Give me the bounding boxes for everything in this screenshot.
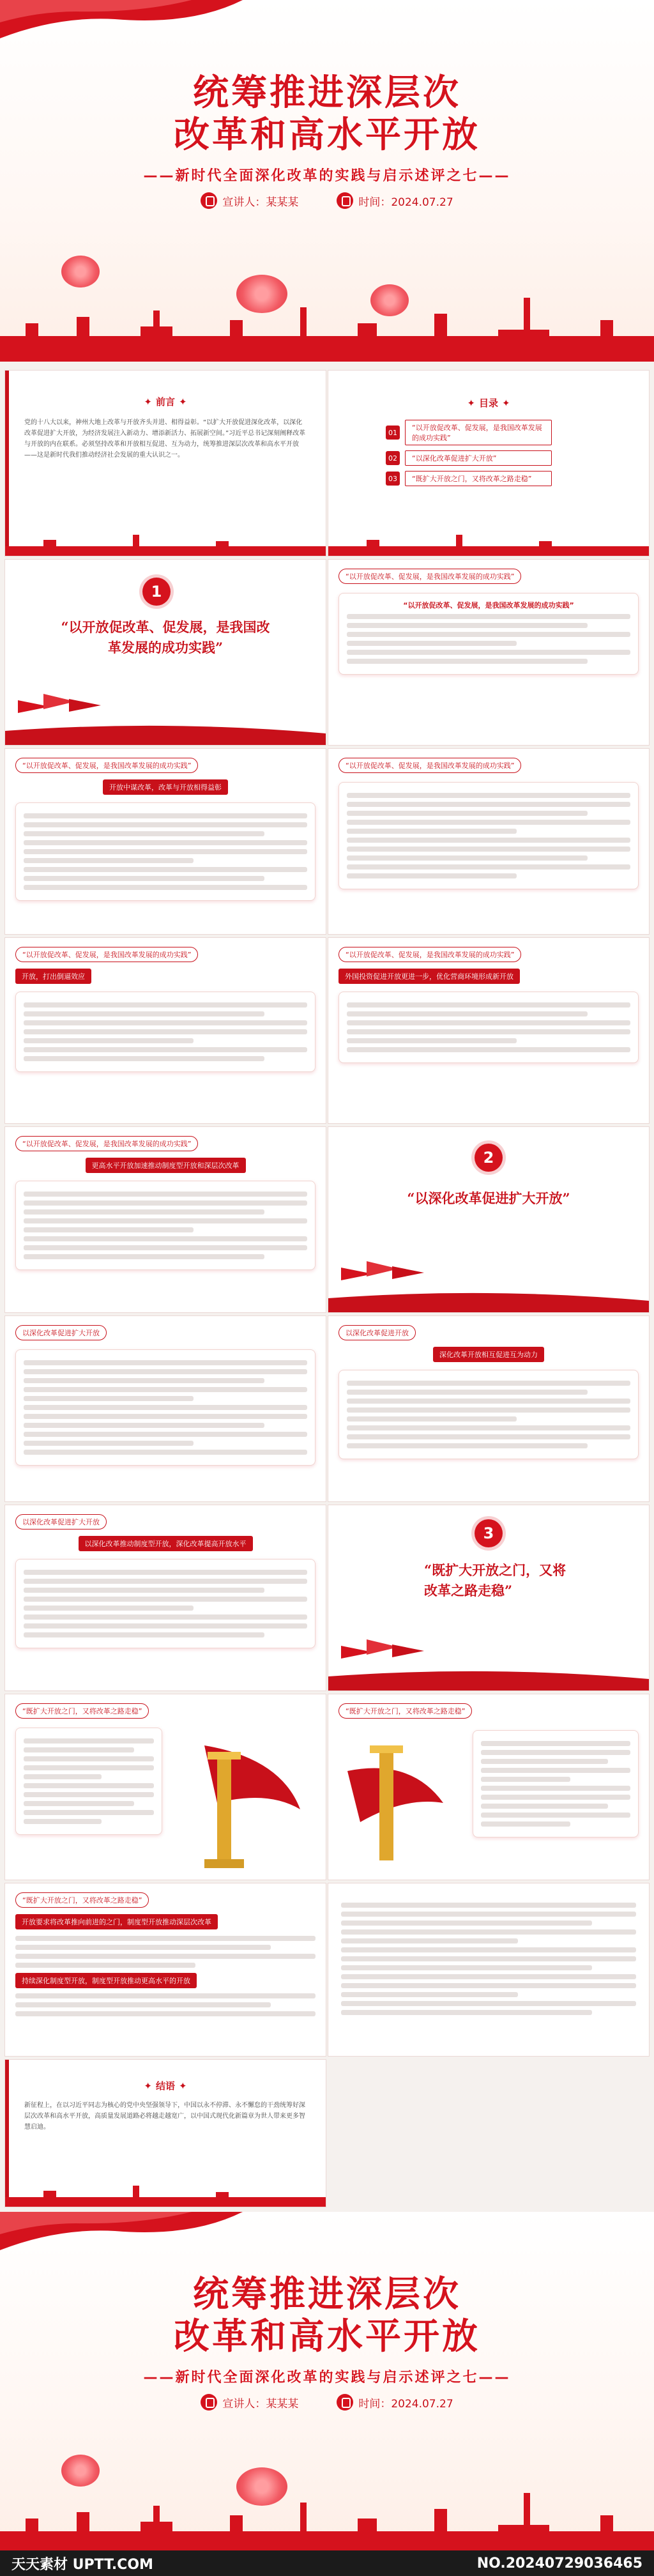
section3-slide-3 — [5, 1883, 326, 2056]
slide-tag: 以深化改革促进扩大开放 — [15, 1514, 107, 1529]
slide-tag: “既扩大开放之门，又将改革之路走稳” — [15, 1703, 149, 1719]
section1-slide-6 — [5, 1127, 326, 1312]
red-flags — [328, 1248, 649, 1312]
city-skyline — [5, 2178, 326, 2207]
slide-tag: “以开放促改革、促发展，是我国改革发展的成功实践” — [15, 947, 198, 962]
cover-subtitle: ——新时代全面深化改革的实践与启示述评之七—— — [143, 168, 511, 185]
toc-item-1[interactable]: 01 “以开放促改革、促发展，是我国改革发展的成功实践” — [386, 420, 630, 445]
huabiao-pillar-icon — [335, 1733, 450, 1873]
text-block — [15, 1936, 316, 1968]
sub-header: 以深化改革推动制度型开放，深化改革提高开放水平 — [79, 1536, 253, 1551]
speaker: 宣讲人：某某某 — [201, 2394, 298, 2411]
section3-slide-4 — [328, 1883, 649, 2056]
red-ribbon-decoration — [0, 0, 243, 45]
star-icon: ✦ — [467, 397, 475, 409]
city-skyline — [0, 2474, 654, 2550]
sub-header: 更高水平开放加速推动制度型开放和深层次改革 — [86, 1158, 246, 1173]
watermark-left: 天天素材 UPTT.COM — [11, 2556, 153, 2573]
text-card — [338, 782, 639, 889]
text-card — [473, 1730, 639, 1837]
section-number: 2 — [475, 1144, 503, 1172]
date: 时间：2024.07.27 — [337, 2394, 453, 2411]
toc-item-2[interactable]: 02 “以深化改革促进扩大开放” — [386, 450, 630, 466]
cover-slide-top — [0, 0, 654, 362]
star-icon: ✦ — [144, 2080, 152, 2092]
cover-title-line1: 统筹推进深层次 — [193, 72, 461, 114]
city-skyline — [0, 272, 654, 362]
conclusion-header: ✦ 结语 ✦ — [144, 2080, 187, 2092]
section2-slide-3 — [5, 1505, 326, 1690]
section2-slide-1 — [5, 1316, 326, 1501]
sub-header: 开放中谋改革，改革与开放相得益彰 — [103, 779, 228, 795]
red-flags — [328, 1627, 649, 1690]
section2-quote: “以深化改革促进扩大开放” — [407, 1190, 570, 1206]
conclusion-slide — [5, 2060, 326, 2207]
speaker-icon — [201, 192, 217, 209]
section1-slide-1 — [328, 560, 649, 745]
cover-title-line2: 改革和高水平开放 — [174, 114, 480, 157]
foreword-slide — [5, 371, 326, 556]
sub-header: 持续深化制度型开放，制度型开放推动更高水平的开放 — [15, 1973, 197, 1988]
text-card — [15, 1349, 316, 1466]
cover-meta — [0, 2394, 654, 2411]
text-card — [338, 1370, 639, 1459]
speaker: 宣讲人：某某某 — [201, 192, 298, 209]
city-skyline — [328, 527, 649, 556]
section1-slide-4 — [5, 938, 326, 1123]
foreword-text: 党的十八大以来，神州大地上改革与开放齐头并进、相得益彰。“以扩大开放促进深化改革，以深化改革促进扩大开放，为经济发展注入新动力、增添新活力、拓展新空间。”习近平总书记深刻阐释改革与开放的内在联系。必须坚持改革和开放相互促进、互为动力，统筹推进深层次改革和高水平开放——这是新时代我们推动经济社会发展的重大认识之一。 — [24, 419, 306, 459]
date: 时间：2024.07.27 — [337, 192, 453, 209]
slide-tag: 以深化改革促进开放 — [338, 1325, 416, 1340]
section-number: 3 — [475, 1519, 503, 1547]
sub-header: 开放要求将改革推向前进的之门，制度型开放推动深层次改革 — [15, 1914, 218, 1929]
sub-header: 开放，打出倒逼效应 — [15, 969, 91, 984]
text-block — [15, 1993, 316, 2016]
star-icon: ✦ — [502, 397, 510, 409]
conclusion-text: 新征程上，在以习近平同志为核心的党中央坚强领导下，中国以永不停滞、永不懈怠的干劲统筹好深层次改革和高水平开放，高质量发展道路必将越走越宽广，以中国式现代化新篇章为世人带来更多智慧启迪。 — [24, 2102, 305, 2131]
text-card — [338, 992, 639, 1063]
red-flags — [5, 681, 326, 745]
slide-tag: 以深化改革促进扩大开放 — [15, 1325, 107, 1340]
toc-header: ✦ 目录 ✦ — [467, 397, 510, 409]
section1-quote: “以开放促改革、促发展，是我国改 革发展的成功实践” — [61, 619, 270, 656]
section3-divider — [328, 1505, 649, 1690]
sub-header: 外国投资促进开放更进一步，优化营商环境形成新开放 — [338, 969, 520, 984]
foreword-header: ✦ 前言 ✦ — [144, 395, 187, 408]
section3-quote: “既扩大开放之门，又将 改革之路走稳” — [424, 1562, 567, 1598]
cover-slide-bottom — [0, 2212, 654, 2550]
calendar-icon — [337, 2394, 353, 2411]
star-icon: ✦ — [179, 2080, 187, 2092]
slide-tag: “以开放促改革、促发展，是我国改革发展的成功实践” — [15, 758, 198, 773]
text-card — [15, 992, 316, 1072]
text-card — [15, 802, 316, 901]
text-card — [15, 1728, 162, 1835]
slide-tag: “以开放促改革、促发展，是我国改革发展的成功实践” — [338, 758, 521, 773]
star-icon: ✦ — [179, 395, 187, 408]
cover-subtitle: ——新时代全面深化改革的实践与启示述评之七—— — [143, 2370, 511, 2386]
section3-slide-2 — [328, 1694, 649, 1880]
watermark-footer — [0, 2550, 654, 2576]
section2-divider — [328, 1127, 649, 1312]
section1-divider — [5, 560, 326, 745]
star-icon: ✦ — [144, 395, 152, 408]
cover-title-line2: 改革和高水平开放 — [174, 2315, 480, 2358]
quote-card: “以开放促改革、促发展，是我国改革发展的成功实践” — [338, 593, 639, 675]
text-card — [15, 1559, 316, 1648]
slide-tag: “既扩大开放之门，又将改革之路走稳” — [15, 1892, 149, 1908]
cover-title-line1: 统筹推进深层次 — [193, 2273, 461, 2315]
section1-slide-2 — [5, 749, 326, 934]
toc-item-3[interactable]: 03 “既扩大开放之门，又将改革之路走稳” — [386, 471, 630, 486]
text-card — [15, 1181, 316, 1270]
calendar-icon — [337, 192, 353, 209]
slide-tag: “以开放促改革、促发展，是我国改革发展的成功实践” — [338, 569, 521, 584]
slide-tag: “既扩大开放之门，又将改革之路走稳” — [338, 1703, 472, 1719]
watermark-right: NO.20240729036465 — [476, 2555, 643, 2572]
section-number: 1 — [142, 578, 171, 606]
sub-header: 深化改革开放相互促进互为动力 — [433, 1347, 544, 1362]
city-skyline — [5, 527, 326, 556]
section2-slide-2 — [328, 1316, 649, 1501]
text-block — [341, 1903, 636, 2015]
huabiao-pillar-icon — [179, 1733, 307, 1873]
section1-slide-3 — [328, 749, 649, 934]
section3-slide-1 — [5, 1694, 326, 1880]
toc-slide — [328, 371, 649, 556]
slide-tag: “以开放促改革、促发展，是我国改革发展的成功实践” — [338, 947, 521, 962]
slide-tag: “以开放促改革、促发展，是我国改革发展的成功实践” — [15, 1136, 198, 1151]
red-ribbon-decoration — [0, 2212, 243, 2257]
section1-slide-5 — [328, 938, 649, 1123]
speaker-icon — [201, 2394, 217, 2411]
cover-meta — [0, 192, 654, 209]
